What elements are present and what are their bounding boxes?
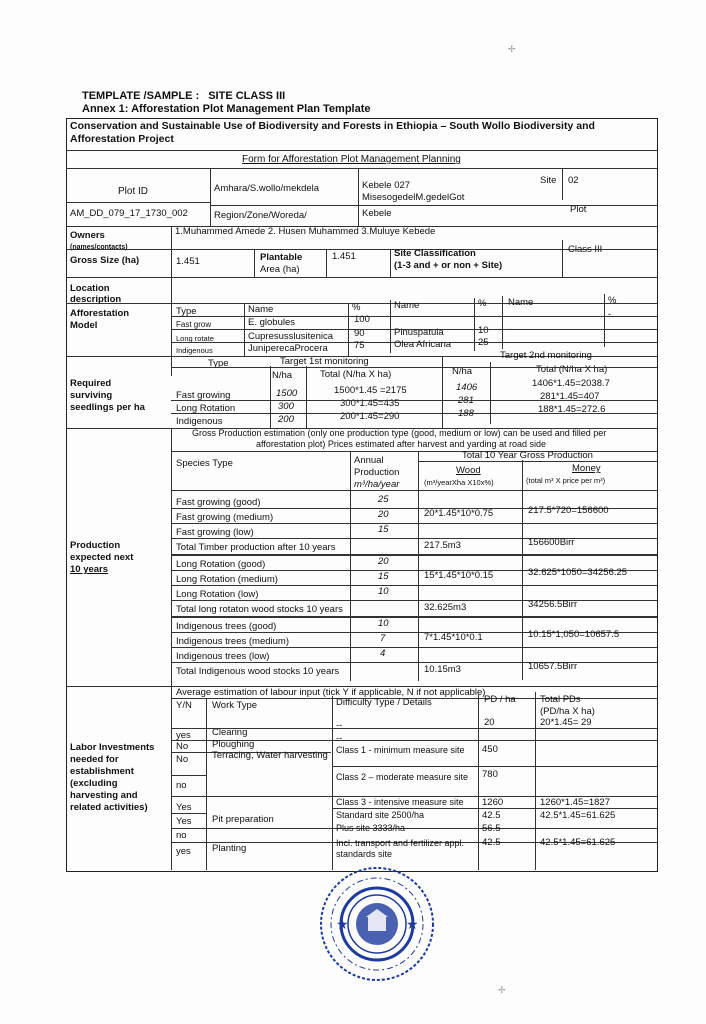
seedlings-row-n1: 1500	[276, 388, 298, 399]
labor-row-work: Ploughing	[212, 739, 255, 750]
labor-row-work: Clearing	[212, 727, 248, 738]
fast-total-money: 156600Birr	[528, 537, 575, 548]
model-row-pct-3: -	[608, 309, 612, 320]
divider	[270, 366, 271, 428]
labor-row-yn: yes	[176, 730, 191, 741]
labor-col-pd: PD / ha	[484, 694, 516, 705]
region-label: Region/Zone/Woreda/	[214, 210, 307, 221]
long-total-money: 34256.5Birr	[528, 599, 578, 610]
annual-label-3: m³/ha/year	[354, 479, 400, 490]
production-note-1: Gross Production estimation (only one production type (good, medium or low) can be used and filled per	[192, 428, 607, 438]
seedlings-row-n2: 1406	[456, 382, 478, 393]
production-row-annual: 10	[378, 586, 389, 597]
labor-row-difficulty: --	[336, 733, 343, 744]
labor-row-pd: 42.5	[482, 810, 501, 821]
divider	[171, 490, 657, 491]
labor-row-total: 1260*1.45=1827	[540, 797, 611, 808]
labor-row-pd: 56.5	[482, 823, 501, 834]
scan-speck: ✢	[508, 44, 516, 54]
divider	[490, 362, 491, 424]
labor-top-pd: 20	[484, 717, 495, 728]
seedlings-col-total: Total (N/ha X ha)	[320, 369, 392, 380]
model-col-pct-2: %	[478, 298, 487, 309]
ind-total-wood: 10.15m3	[424, 664, 461, 675]
divider	[66, 277, 657, 278]
divider	[206, 698, 207, 870]
production-total-row: Total long rotaton wood stocks 10 years	[176, 604, 343, 615]
gross-size-label: Gross Size (ha)	[70, 255, 140, 266]
labor-row-work: Pit preparation	[212, 814, 274, 825]
divider	[171, 662, 657, 663]
model-col-pct: %	[352, 302, 361, 313]
divider	[210, 168, 211, 226]
model-col-name-2: Name	[394, 300, 420, 311]
labor-label-1: Labor Investments	[70, 742, 155, 753]
model-col-name-3: Name	[508, 297, 534, 308]
production-row-annual: 15	[378, 571, 389, 582]
gross-size-value: 1.451	[176, 256, 200, 267]
site-classification-hint: (1-3 and + or non + Site)	[394, 260, 503, 271]
labor-row-pd: 1260	[482, 797, 504, 808]
production-total-row: Total Indigenous wood stocks 10 years	[176, 666, 340, 677]
production-row-annual: 7	[380, 633, 386, 644]
production-label-2: expected next	[70, 552, 134, 563]
model-col-type: Type	[176, 306, 197, 317]
model-row-name: Cupresusslusitenica	[248, 331, 334, 342]
seedlings-row-n1: 300	[278, 401, 294, 412]
divider	[171, 538, 657, 539]
divider	[171, 428, 172, 688]
labor-col-yn: Y/N	[176, 700, 192, 711]
svg-text:★: ★	[406, 917, 419, 933]
fast-money-value: 217.5*720=156600	[528, 505, 609, 516]
seedlings-col-type: Type	[208, 358, 229, 369]
species-type-label: Species Type	[176, 458, 233, 469]
labor-row-difficulty: --	[336, 720, 343, 731]
fast-total-wood: 217.5m3	[424, 540, 461, 551]
labor-row-yn: no	[176, 830, 187, 841]
plot-id-label: Plot ID	[118, 186, 149, 197]
production-row: Fast growing (good)	[176, 497, 261, 508]
seedlings-row-n2: 281	[458, 395, 474, 406]
region-value: Amhara/S.wollo/mekdela	[214, 183, 320, 194]
production-row-annual: 4	[380, 648, 386, 659]
site-classification-label: Site Classification	[394, 248, 476, 259]
divider	[171, 329, 657, 330]
model-row-name-2: Pinuspatula	[394, 327, 444, 338]
owners-sublabel: (names/contacts)	[70, 244, 128, 251]
kebele-label: Kebele	[362, 208, 392, 219]
ind-total-money: 10657.5Birr	[528, 661, 578, 672]
model-row-type: Fast grow	[176, 320, 212, 329]
seedlings-row-type: Long Rotation	[176, 403, 236, 414]
divider	[474, 298, 475, 351]
divider	[390, 300, 391, 353]
owners-value: 1.Muhammed Amede 2. Husen Muhammed 3.Muluye Kebede	[175, 226, 436, 237]
labor-row-work: Terracing, Water harvesting	[212, 750, 328, 761]
production-row-annual: 15	[378, 524, 389, 535]
money-formula: (total m³ X price per m³)	[526, 476, 606, 485]
ind-wood-value: 7*1.45*10*0.1	[424, 632, 483, 643]
model-row-name: JuniperecaProcera	[248, 343, 328, 354]
divider	[171, 554, 657, 556]
model-row-pct-2: 25	[478, 337, 489, 348]
owners-label: Owners	[70, 230, 105, 241]
production-row: Indigenous trees (medium)	[176, 636, 289, 647]
seedlings-row-n1: 200	[278, 414, 294, 425]
seedlings-label-1: Required	[70, 378, 112, 389]
model-row-pct: 75	[354, 340, 365, 351]
labor-row-difficulty: Class 3 - intensive measure site	[336, 797, 464, 807]
plot-label: Plot	[570, 204, 587, 215]
divider	[358, 168, 359, 226]
long-money-value: 32.625*1050=34256.25	[528, 567, 628, 578]
seedlings-row-type: Fast growing	[176, 390, 231, 401]
seedlings-row-t2: 281*1.45=407	[540, 391, 600, 402]
location-label-2: description	[70, 294, 122, 305]
site-class-label: SITE CLASS III	[208, 90, 286, 102]
model-label-2: Model	[70, 320, 98, 331]
production-note-2: afforestation plot) Prices estimated after harvest and yarding at road side	[256, 439, 546, 449]
labor-label-6: related activities)	[70, 802, 148, 813]
labor-average-note: Average estimation of labour input (tick Y if applicable, N if not applicable)	[176, 687, 486, 698]
divider	[171, 828, 657, 829]
site-value: 02	[568, 175, 579, 186]
divider	[171, 775, 206, 776]
divider	[171, 647, 657, 648]
seedlings-label-2: surviving	[70, 390, 113, 401]
production-row-annual: 25	[378, 494, 389, 505]
divider	[562, 240, 563, 277]
divider	[171, 316, 657, 317]
seedlings-col-nha-2: N/ha	[452, 366, 473, 377]
seedlings-row-t1: 200*1.45=290	[340, 411, 400, 422]
labor-col-total-2: (PD/ha X ha)	[540, 706, 595, 717]
seedlings-row-n2: 188	[458, 408, 474, 419]
divider	[332, 766, 657, 767]
fast-wood-value: 20*1.45*10*0.75	[424, 508, 494, 519]
model-row-pct-2: 10	[478, 325, 489, 336]
labor-row-yn: No	[176, 741, 189, 752]
labor-label-3: establishment	[70, 766, 134, 777]
divider	[332, 808, 657, 809]
divider	[171, 413, 657, 414]
production-label-3: 10 years	[70, 564, 109, 575]
annex-title: Annex 1: Afforestation Plot Management Plan Template	[82, 103, 371, 115]
model-col-pct-3: %	[608, 295, 617, 306]
labor-row-yn: no	[176, 780, 187, 791]
seedlings-row-type: Indigenous	[176, 416, 223, 427]
long-wood-value: 15*1.45*10*0.15	[424, 570, 494, 581]
labor-row-difficulty: Standard site 2500/ha	[336, 810, 425, 820]
ind-money-value: 10.15*1,050=10657.5	[528, 629, 620, 640]
labor-col-difficulty: Difficulty Type / Details	[336, 697, 432, 708]
divider	[306, 366, 307, 428]
production-row: Fast growing (low)	[176, 527, 254, 538]
divider	[66, 168, 657, 169]
labor-row-total: 42.5*1.45=61.625	[540, 837, 616, 848]
seedlings-col-nha: N/ha	[272, 370, 293, 381]
official-stamp	[318, 865, 436, 983]
divider	[326, 249, 327, 277]
target-1-label: Target 1st monitoring	[280, 356, 369, 367]
production-row-annual: 20	[378, 556, 389, 567]
model-row-type: Long rotate	[176, 334, 214, 343]
divider	[171, 616, 657, 618]
total-10-year-label: Total 10 Year Gross Production	[462, 450, 593, 461]
divider	[418, 461, 657, 462]
model-row-pct: 90	[354, 328, 365, 339]
plantable-label-2: Area (ha)	[260, 264, 300, 275]
labor-row-pd: 450	[482, 744, 498, 755]
labor-row-work: Planting	[212, 843, 247, 854]
seedlings-row-t1: 1500*1.45 =2175	[334, 385, 407, 396]
production-row: Long Rotation (good)	[176, 559, 266, 570]
labor-row-yn: No	[176, 754, 189, 765]
labor-label-2: needed for	[70, 754, 119, 765]
form-title: Form for Afforestation Plot Management Planning	[242, 154, 461, 165]
wood-label: Wood	[456, 465, 481, 476]
seedlings-label-3: seedlings per ha	[70, 402, 145, 413]
labor-row-difficulty: Plus site 3333/ha	[336, 823, 406, 833]
project-title: Conservation and Sustainable Use of Biodiversity and Forests in Ethiopia – South Wollo Biodiversity and Afforestation Project	[70, 120, 595, 145]
labor-row-total: 42.5*1.45=61.625	[540, 810, 616, 821]
divider	[254, 249, 255, 277]
labor-col-total-1: Total PDs	[540, 694, 581, 705]
labor-label-5: harvesting and	[70, 790, 138, 801]
divider	[66, 303, 657, 304]
template-header	[82, 90, 285, 102]
production-total-row: Total Timber production after 10 years	[176, 542, 336, 553]
production-row: Indigenous trees (good)	[176, 621, 277, 632]
divider	[332, 696, 333, 870]
seedlings-row-t2: 1406*1.45=2038.7	[532, 378, 610, 389]
labor-row-difficulty: Incl. transport and fertilizer appl. standards site	[336, 838, 465, 859]
model-row-name: E. globules	[248, 317, 296, 328]
divider	[604, 294, 605, 347]
model-row-type: Indigenous	[176, 346, 213, 355]
production-row: Indigenous trees (low)	[176, 651, 270, 662]
divider	[66, 202, 211, 203]
divider	[171, 400, 657, 401]
divider	[390, 249, 391, 277]
divider	[171, 226, 172, 376]
model-row-name-2: Olea Africana	[394, 339, 452, 350]
divider	[478, 694, 479, 870]
divider	[66, 150, 657, 151]
divider	[171, 600, 657, 601]
seedlings-col-total-2: Total (N/ha X ha)	[536, 364, 608, 375]
kebele-value-2: MisesogedelM.gedelGot	[362, 192, 465, 203]
model-label-1: Afforestation	[70, 308, 130, 319]
labor-row-yn: yes	[176, 846, 191, 857]
labor-label-4: (excluding	[70, 778, 118, 789]
production-row: Long Rotation (low)	[176, 589, 259, 600]
target-2-label: Target 2nd monitoring	[500, 350, 592, 361]
location-label-1: Location	[70, 283, 110, 294]
production-label-1: Production	[70, 540, 121, 551]
svg-text:★: ★	[336, 917, 349, 933]
labor-row-pd: 780	[482, 769, 498, 780]
wood-formula: (m³/yearXha X10x%)	[424, 478, 494, 487]
labor-row-pd: 42.5	[482, 837, 501, 848]
divider	[171, 813, 206, 814]
scan-speck: ✢	[498, 985, 506, 995]
annual-label-2: Production	[354, 467, 400, 478]
labor-row-yn: Yes	[176, 816, 192, 827]
divider	[210, 205, 657, 206]
labor-row-yn: Yes	[176, 802, 192, 813]
production-row: Fast growing (medium)	[176, 512, 274, 523]
template-label: TEMPLATE /SAMPLE :	[82, 90, 200, 102]
labor-top-total: 20*1.45= 29	[540, 717, 592, 728]
model-row-name-3: -	[508, 324, 512, 335]
kebele-value-1: Kebele 027	[362, 180, 411, 191]
labor-row-difficulty: Class 1 - minimum measure site	[336, 745, 465, 755]
site-label: Site	[540, 175, 557, 186]
divider	[171, 523, 657, 524]
plantable-value: 1.451	[332, 251, 356, 262]
divider	[171, 585, 657, 586]
production-row-annual: 20	[378, 509, 389, 520]
plantable-label-1: Plantable	[260, 252, 303, 263]
money-label: Money	[572, 463, 601, 474]
divider	[562, 168, 563, 200]
divider	[171, 342, 657, 343]
divider	[171, 367, 657, 368]
model-row-pct: 100	[354, 314, 370, 325]
annual-label-1: Annual	[354, 455, 384, 466]
model-col-name: Name	[248, 304, 274, 315]
plot-id-value: AM_DD_079_17_1730_002	[70, 208, 188, 219]
production-row-annual: 10	[378, 618, 389, 629]
production-row: Long Rotation (medium)	[176, 574, 278, 585]
long-total-wood: 32.625m3	[424, 602, 467, 613]
site-classification-value: Class III	[568, 244, 603, 255]
labor-col-work: Work Type	[212, 700, 258, 711]
seedlings-row-t2: 188*1.45=272.6	[538, 404, 606, 415]
seedlings-row-t1: 300*1.45=435	[340, 398, 400, 409]
labor-row-difficulty: Class 2 – moderate measure site	[336, 772, 469, 782]
divider	[535, 692, 536, 870]
